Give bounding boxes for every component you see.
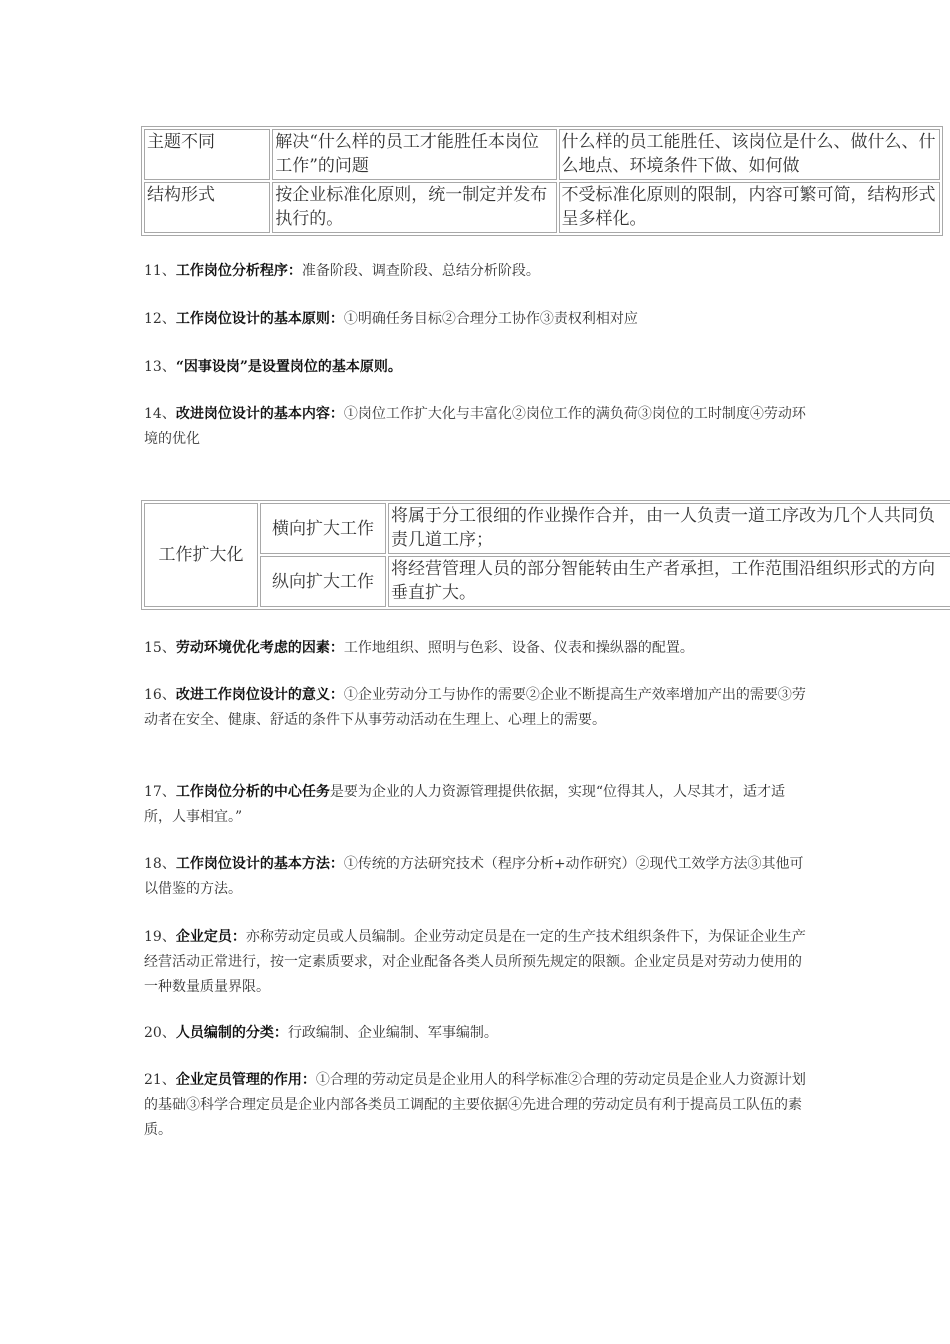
item-term: 改进工作岗位设计的意义： [175, 687, 344, 703]
item-number: 17、 [144, 784, 176, 800]
item-number: 19、 [144, 929, 176, 945]
item-number: 16、 [144, 687, 176, 703]
item-text: 行政编制、企业编制、军事编制。 [287, 1025, 498, 1041]
item-text: ①企业劳动分工与协作的需要②企业不断提高生产效率增加产出的需要③劳动者在安全、健康、舒适的条件下从事劳动活动在生理上、心理上的需要。 [144, 687, 806, 728]
item-text: 亦称劳动定员或人员编制。企业劳动定员是在一定的生产技术组织条件下，为保证企业生产经营活动正常进行，按一定素质要求，对企业配备各类人员所预先规定的限额。企业定员是对劳动力使用的一种数量质量界限。 [144, 929, 806, 995]
item-number: 13、 [144, 359, 176, 375]
paragraph-18 [144, 852, 809, 902]
table-cell: 解决“什么样的员工才能胜任本岗位工作”的问题 [272, 129, 556, 180]
table-cell: 按企业标准化原则，统一制定并发布执行的。 [272, 182, 556, 233]
paragraph-11 [144, 259, 809, 284]
paragraph-12 [144, 307, 809, 332]
item-text: 是要为企业的人力资源管理提供依据，实现“位得其人，人尽其才，适才适所，人事相宜。” [144, 784, 785, 825]
paragraph-19 [144, 925, 809, 1000]
item-text: ①岗位工作扩大化与丰富化②岗位工作的满负荷③岗位的工时制度④劳动环境的优化 [144, 406, 806, 447]
item-text: 工作地组织、照明与色彩、设备、仪表和操纵器的配置。 [343, 640, 694, 656]
item-term: 企业定员管理的作用： [175, 1072, 316, 1088]
item-number: 18、 [144, 856, 176, 872]
item-term: 改进岗位设计的基本内容： [175, 406, 344, 422]
item-text: ①传统的方法研究技术（程序分析+动作研究）②现代工效学方法③其他可以借鉴的方法。 [144, 856, 804, 897]
table-cell: 纵向扩大工作 [260, 556, 386, 607]
item-term: “因事设岗”是设置岗位的基本原则。 [175, 359, 402, 375]
item-term: 工作岗位分析的中心任务 [175, 784, 330, 800]
item-term: 劳动环境优化考虑的因素： [175, 640, 344, 656]
paragraph-21 [144, 1068, 809, 1143]
table-cell: 不受标准化原则的限制，内容可繁可简，结构形式呈多样化。 [559, 182, 941, 233]
paragraph-17 [144, 780, 809, 830]
item-number: 11、 [144, 263, 176, 279]
table-row [144, 503, 950, 554]
paragraph-20 [144, 1021, 809, 1046]
paragraph-15 [144, 636, 809, 661]
table-cell: 什么样的员工能胜任、该岗位是什么、做什么、什么地点、环境条件下做、如何做 [559, 129, 941, 180]
item-number: 21、 [144, 1072, 176, 1088]
cell-text: 将属于分工很细的作业操作合并，由一人负责一道工序改为几个人共同负责几道工序； [391, 506, 935, 550]
comparison-table [141, 126, 943, 236]
item-term: 企业定员： [175, 929, 246, 945]
paragraph-13 [144, 355, 809, 380]
item-text: ①合理的劳动定员是企业用人的科学标准②合理的劳动定员是企业人力资源计划的基础③科学合理定员是企业内部各类员工调配的主要依据④先进合理的劳动定员有利于提高员工队伍的素质。 [144, 1072, 806, 1138]
item-term: 人员编制的分类： [175, 1025, 288, 1041]
paragraph-14 [144, 402, 809, 452]
table-cell: 横向扩大工作 [260, 503, 386, 554]
paragraph-16 [144, 683, 809, 733]
item-number: 14、 [144, 406, 176, 422]
table-row [144, 182, 940, 233]
item-text: 准备阶段、调查阶段、总结分析阶段。 [301, 263, 540, 279]
table-cell: 主题不同 [144, 129, 270, 180]
item-term: 工作岗位设计的基本原则： [175, 311, 344, 327]
table-cell [388, 556, 950, 607]
table-row [144, 556, 950, 607]
job-enlargement-table [141, 500, 950, 610]
item-number: 20、 [144, 1025, 176, 1041]
item-number: 12、 [144, 311, 176, 327]
table-cell: 结构形式 [144, 182, 270, 233]
item-term: 工作岗位分析程序： [175, 263, 302, 279]
table-cell [388, 503, 950, 554]
item-term: 工作岗位设计的基本方法： [175, 856, 344, 872]
table-row [144, 129, 940, 180]
item-text: ①明确任务目标②合理分工协作③责权利相对应 [343, 311, 638, 327]
cell-text: 将经营管理人员的部分智能转由生产者承担，工作范围沿组织形式的方向垂直扩大。 [391, 559, 935, 603]
item-number: 15、 [144, 640, 176, 656]
table-group-cell: 工作扩大化 [144, 503, 258, 607]
